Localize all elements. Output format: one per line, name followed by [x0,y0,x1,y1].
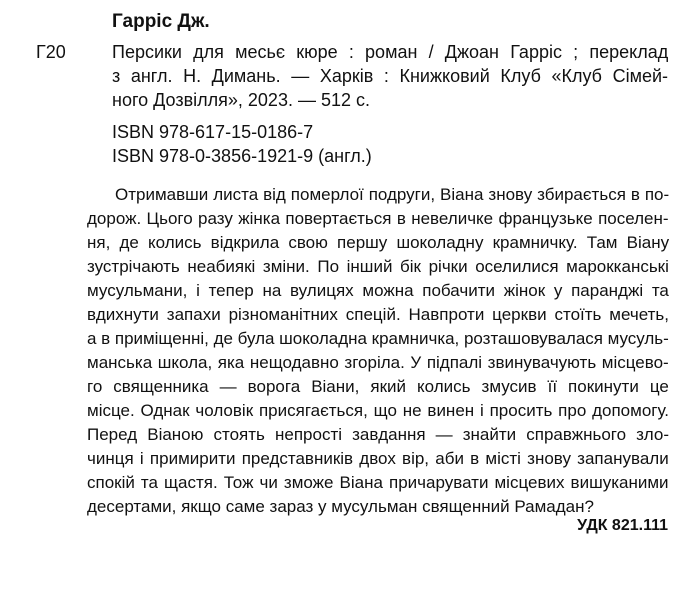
annotation-line: дорож. Цього разу жінка повертається в невеличке французьке поселен- [87,209,669,228]
bibliographic-line: з англ. Н. Димань. — Харків : Книжковий Клуб «Клуб Сімей- [112,66,669,86]
bibliographic-line: ного Дозвілля», 2023. — 512 с. [112,90,370,110]
annotation-line: чинця і примирити представників двох вір, аби в місті знову запанували [87,449,669,468]
author-heading: Гарріс Дж. [112,11,210,32]
annotation-line: місце. Однак чоловік присягається, що не винен і просить про допомогу. [87,401,670,420]
bibliographic-line: Персики для месьє кюре : роман / Джоан Гарріс ; переклад [112,42,669,62]
annotation-line: манська школа, яка нещодавно згоріла. У підпалі звинувачують місцево- [87,353,669,372]
annotation-line: вдихнути запахи різноманітних спецій. Навпроти церкви стоїть мечеть, [87,305,669,324]
annotation-line: мусульмани, і тепер на вулицях можна побачити жінок у паранджі та [87,281,669,300]
isbn-line: ISBN 978-617-15-0186-7 [112,122,314,142]
annotation-line: ня, де колись відкрила свою першу шоколадну крамничку. Там Віану [87,233,670,252]
isbn-line: ISBN 978-0-3856-1921-9 (англ.) [112,146,372,166]
annotation [87,183,669,519]
annotation-line: зустрічають неабиякі зміни. По інший бік річки оселилися марокканські [87,257,669,276]
annotation-line: го священника — ворога Віани, який колись змусив її покинути це [87,377,669,396]
annotation-line: спокій та щастя. Тож чи зможе Віана причарувати місцевих вишуканими [87,473,669,492]
author-cipher: Г20 [36,42,66,62]
annotation-line: а в приміщенні, де була шоколадна крамничка, розташовувалася мусуль- [87,329,669,348]
annotation-line: десертами, якщо саме зараз у мусульман священний Рамадан? [87,497,594,516]
udk-code: УДК 821.111 [577,517,668,534]
bibliographic-description [112,40,668,112]
annotation-line: Перед Віаною стоять непрості завдання — знайти справжнього зло- [87,425,669,444]
annotation-line: Отримавши листа від померлої подруги, Віана знову збирається в по- [115,185,670,204]
isbn-block [112,120,372,168]
